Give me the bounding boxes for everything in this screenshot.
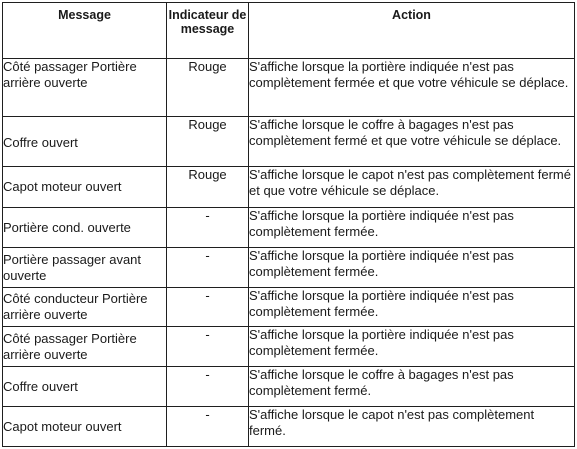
action-cell: S'affiche lorsque le coffre à bagages n'est pas complètement fermé. <box>249 367 575 407</box>
message-cell: Coffre ouvert <box>3 367 167 407</box>
indicator-cell: - <box>167 407 249 447</box>
table-row <box>3 407 575 447</box>
action-cell: S'affiche lorsque la portière indiquée n'est pas complètement fermée. <box>249 288 575 327</box>
table-row <box>3 167 575 208</box>
action-cell: S'affiche lorsque la portière indiquée n'est pas complètement fermée. <box>249 327 575 367</box>
header-message: Message <box>3 3 167 59</box>
table-row <box>3 117 575 167</box>
table-row <box>3 327 575 367</box>
action-cell: S'affiche lorsque le coffre à bagages n'est pas complètement fermé et que votre véhicule se déplace. <box>249 117 575 167</box>
header-action: Action <box>249 3 575 59</box>
message-cell: Côté passager Portière arrière ouverte <box>3 327 167 367</box>
table-row <box>3 208 575 248</box>
action-cell: S'affiche lorsque la portière indiquée n'est pas complètement fermée et que votre véhicule se déplace. <box>249 59 575 117</box>
table-row <box>3 367 575 407</box>
indicator-cell: Rouge <box>167 59 249 117</box>
indicator-cell: - <box>167 288 249 327</box>
header-indicator: Indicateur de message <box>167 3 249 59</box>
message-cell: Portière cond. ouverte <box>3 208 167 248</box>
indicator-cell: - <box>167 248 249 288</box>
table-header-row <box>3 3 575 59</box>
indicator-cell: - <box>167 208 249 248</box>
action-cell: S'affiche lorsque la portière indiquée n'est pas complètement fermée. <box>249 248 575 288</box>
action-cell: S'affiche lorsque le capot n'est pas complètement fermé. <box>249 407 575 447</box>
table-row <box>3 248 575 288</box>
message-cell: Coffre ouvert <box>3 117 167 167</box>
action-cell: S'affiche lorsque le capot n'est pas complètement fermé et que votre véhicule se déplace. <box>249 167 575 208</box>
indicator-cell: - <box>167 367 249 407</box>
table-row <box>3 288 575 327</box>
indicator-cell: Rouge <box>167 117 249 167</box>
action-cell: S'affiche lorsque la portière indiquée n'est pas complètement fermée. <box>249 208 575 248</box>
message-cell: Capot moteur ouvert <box>3 407 167 447</box>
message-cell: Capot moteur ouvert <box>3 167 167 208</box>
indicator-cell: Rouge <box>167 167 249 208</box>
table-row <box>3 59 575 117</box>
message-cell: Côté conducteur Portière arrière ouverte <box>3 288 167 327</box>
indicator-cell: - <box>167 327 249 367</box>
message-cell: Portière passager avant ouverte <box>3 248 167 288</box>
message-cell: Côté passager Portière arrière ouverte <box>3 59 167 117</box>
message-table <box>2 2 575 447</box>
